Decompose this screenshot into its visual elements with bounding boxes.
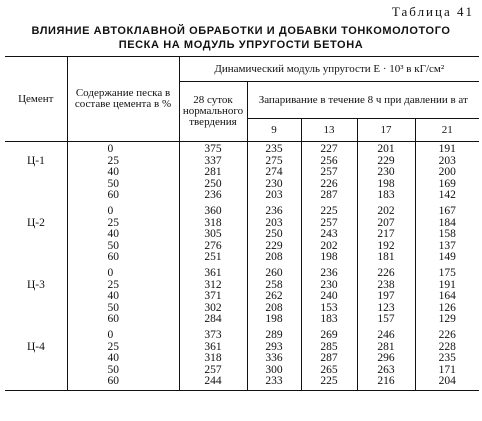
modulus-table [5, 56, 479, 391]
p13-values: 236 230 240 153 183 [301, 266, 357, 328]
title-line-1: ВЛИЯНИЕ АВТОКЛАВНОЙ ОБРАБОТКИ И ДОБАВКИ ТОНКОМОЛОТОГО [31, 25, 451, 37]
p17-values: 201 229 230 198 183 [357, 142, 415, 204]
p17-values: 226 238 197 123 157 [357, 266, 415, 328]
header-pressure-17: 17 [357, 119, 415, 142]
cement-label: Ц-4 [5, 328, 67, 390]
p9-values: 260 258 262 208 198 [247, 266, 301, 328]
table-row-group [5, 328, 479, 390]
table-title [0, 24, 482, 52]
p9-values: 289 293 336 300 233 [247, 328, 301, 390]
title-line-2: ПЕСКА НА МОДУЛЬ УПРУГОСТИ БЕТОНА [118, 39, 364, 51]
p9-values: 235 275 274 230 203 [247, 142, 301, 204]
table-row-group [5, 204, 479, 266]
cement-label: Ц-1 [27, 154, 45, 167]
header-pressure-9: 9 [247, 119, 301, 142]
table-row-group [5, 266, 479, 328]
p13-values: 225 257 243 202 198 [301, 204, 357, 266]
table-number: Таблица 41 [391, 4, 474, 19]
normal-values: 360 318 305 276 251 [179, 204, 247, 266]
p21-values: 175 191 164 126 129 [415, 266, 479, 328]
header-normal-hardening: 28 суток нормального твердения [179, 82, 247, 142]
header-pressure-21: 21 [415, 119, 479, 142]
header-sand-content-text: Содержание песка в составе цемента в % [74, 87, 172, 110]
header-cement: Цемент [5, 57, 67, 142]
cement-label: Ц-3 [27, 278, 45, 291]
cement-label: Ц-2 [27, 216, 45, 229]
normal-values: 375 337 281 250 236 [179, 142, 247, 204]
p13-values: 269 285 287 265 225 [301, 328, 357, 390]
p21-values: 191 203 200 169 142 [415, 142, 479, 204]
p17-values: 246 281 296 263 216 [357, 328, 415, 390]
normal-values: 373 361 318 257 244 [179, 328, 247, 390]
p13-values: 227 256 257 226 287 [301, 142, 357, 204]
sand-values: 0 25 40 50 60 [67, 328, 179, 390]
sand-values: 0 25 40 50 60 [67, 204, 179, 266]
sand-values: 0 25 40 50 60 [67, 266, 179, 328]
header-pressure-13: 13 [301, 119, 357, 142]
sand-values: 0 25 40 50 60 [67, 142, 179, 204]
header-sand-content [67, 57, 179, 142]
p21-values: 226 228 235 171 204 [415, 328, 479, 390]
p17-values: 202 207 217 192 181 [357, 204, 415, 266]
p9-values: 236 203 250 229 208 [247, 204, 301, 266]
table-row-group [5, 142, 479, 204]
p21-values: 167 184 158 137 149 [415, 204, 479, 266]
normal-values: 361 312 371 302 284 [179, 266, 247, 328]
header-steaming: Запаривание в течение 8 ч при давлении в ат [247, 82, 479, 119]
header-dynamic-modulus: Динамический модуль упругости E · 10³ в кГ/см² [179, 57, 479, 82]
